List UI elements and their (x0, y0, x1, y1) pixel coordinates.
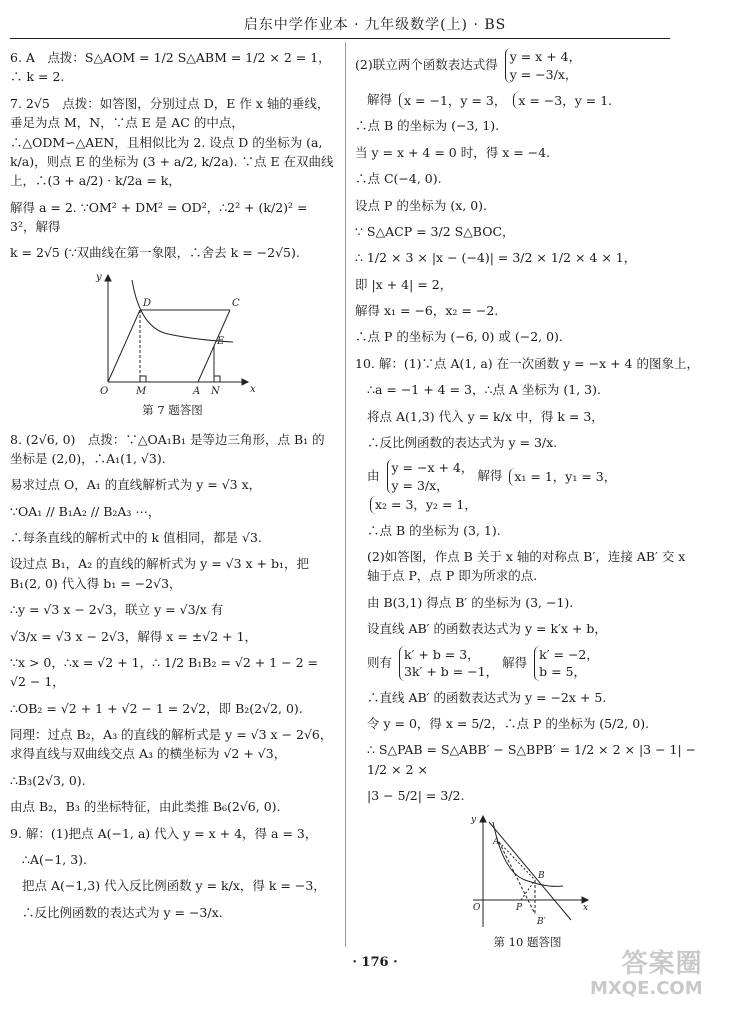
right-column (355, 48, 700, 962)
watermark-line1: 答案圈 (621, 949, 703, 979)
x-arrow (242, 379, 248, 385)
answer-10-line4: ∴点 B 的坐标为 (3, 1). (367, 522, 501, 538)
dashed-PB (521, 880, 535, 900)
column-divider (345, 42, 346, 947)
solution-1b: x = −3，y = 1. (513, 92, 612, 110)
answer-8-line5: ∴y = √3 x − 2√3，联立 y = √3/x 有 (10, 602, 224, 618)
watermark (590, 950, 703, 998)
equation-system-2 (355, 459, 700, 513)
page-header: 启东中学作业本 · 九年级数学(上) · BS (243, 17, 507, 33)
answer-9-part2 (355, 48, 700, 83)
label-x: x (249, 383, 256, 395)
equation-system-3 (355, 646, 700, 681)
solution-3 (534, 646, 599, 681)
solution-1a: x = −1，y = 3， (399, 92, 506, 110)
figure-7-caption: 第 7 题答图 (142, 402, 203, 417)
hyperbola (493, 822, 563, 886)
label-A: A (492, 837, 499, 848)
label-y: y (470, 815, 476, 826)
answer-9-line11: 解得 x₁ = −6，x₂ = −2. (355, 303, 499, 318)
label-P: P (515, 903, 522, 914)
answer-9-line7: 设点 P 的坐标为 (x, 0). (355, 197, 488, 213)
solution-3b: b = 5， (539, 664, 587, 679)
label-B-prime: B′ (536, 917, 546, 928)
answer-8: 8. (2√6, 0) 点拨：∵△OA₁B₁ 是等边三角形，点 B₁ 的坐标是 (2,0)，∴A₁(1, √3). (10, 431, 325, 466)
figure-10-caption: 第 10 题答图 (493, 935, 562, 950)
figure-7 (88, 270, 258, 400)
answer-6: 6. A 点拨：S△AOM = 1/2 S△ABM = 1/2 × 2 = 1，∴ k = 2. (10, 50, 331, 85)
answer-8-line7: ∵x > 0，∴x = √2 + 1，∴ 1/2 B₁B₂ = √2 + 1 − 2 = √2 − 1， (10, 654, 319, 690)
answer-10-line3: ∴反比例函数的表达式为 y = 3/x. (367, 434, 558, 450)
left-column (10, 48, 335, 929)
answer-10-line1: ∴a = −1 + 4 = 3，∴点 A 坐标为 (1, 3). (367, 382, 601, 398)
eq-3-label: 则有 (367, 654, 393, 670)
label-E: E (216, 335, 224, 347)
answer-8-line2: ∵OA₁ // B₁A₂ // B₂A₃ ⋯， (10, 503, 161, 519)
answer-9-line4: ∴点 B 的坐标为 (−3, 1). (355, 118, 500, 134)
y-arrow (480, 816, 486, 822)
answer-9-line2: 把点 A(−1,3) 代入反比例函数 y = k/x，得 k = −3， (22, 878, 326, 894)
label-M: M (135, 385, 146, 397)
label-N: N (210, 385, 220, 397)
label-O: O (472, 903, 480, 914)
answer-10-line5: (2)如答图，作点 B 关于 x 轴的对称点 B′，连接 AB′ 交 x 轴于点 P，点 P 即为所求的点. (367, 549, 686, 584)
answer-9-line6: ∴点 C(−4, 0). (355, 171, 442, 187)
line-y-minus-x-plus-4 (489, 822, 571, 920)
dashed-AB (499, 842, 535, 880)
answer-10-line2: 将点 A(1,3) 代入 y = k/x 中，得 k = 3， (367, 408, 604, 424)
answer-10-line7: 设直线 AB′ 的函数表达式为 y = k′x + b， (367, 621, 607, 637)
answer-10-line6: 由 B(3,1) 得点 B′ 的坐标为 (3, −1). (367, 594, 574, 610)
label-y: y (95, 271, 102, 283)
answer-8-line6: √3/x = √3 x − 2√3，解得 x = ±√2 + 1， (10, 628, 258, 644)
answer-9-line9: ∴ 1/2 × 3 × |x − (−4)| = 3/2 × 1/2 × 4 × 1， (355, 250, 637, 266)
answer-7: 7. 2√5 点拨：如答图，分别过点 D，E 作 x 轴的垂线，垂足为点 M，N，∵点 E 是 AC 的中点，∴△ODM∽△AEN，且相似比为 2. 设点 D 的坐标为 (a, k/a)，则点 E 的坐标为 (3 + a/2, k/2a). ∵点 E 在双曲线上，∴(3 + a/2) · k/2a = k， (10, 95, 334, 189)
eq-2 (387, 459, 474, 494)
answer-8-line10: ∴B₃(2√3, 0). (10, 772, 86, 788)
answer-9-part2-intro: (2)联立两个函数表达式得 (355, 57, 498, 72)
answer-8-line4: 设过点 B₁，A₂ 的直线的解析式为 y = √3 x + b₁，把 B₁(2, 0) 代入得 b₁ = −2√3， (10, 556, 310, 591)
eq-2-label: 由 (367, 468, 380, 484)
answer-8-line9: 同理：过点 B₂，A₃ 的直线的解析式是 y = √3 x − 2√6，求得直线与双曲线交点 A₃ 的横坐标为 √2 + √3， (10, 727, 333, 762)
hyperbola (132, 280, 233, 342)
eq-3a: k′ + b = 3， (404, 646, 480, 662)
eq-2a: y = −x + 4， (391, 460, 474, 476)
solution-3-label: 解得 (502, 654, 528, 670)
eq-1a: y = x + 4， (509, 49, 582, 64)
answer-10-line9: 令 y = 0，得 x = 5/2，∴点 P 的坐标为 (5/2, 0). (367, 715, 650, 731)
label-C: C (231, 297, 240, 309)
segment-OD (108, 310, 140, 382)
watermark-line2: MXQE.COM (590, 977, 703, 999)
answer-9: 9. 解：(1)把点 A(−1, a) 代入 y = x + 4，得 a = 3， (10, 825, 318, 841)
answer-9-line12: ∴点 P 的坐标为 (−6, 0) 或 (−2, 0). (355, 329, 563, 345)
solution-2-label: 解得 (477, 468, 503, 484)
label-x: x (582, 903, 588, 914)
solution-2a: x₁ = 1，y₁ = 3， (509, 468, 616, 486)
label-O: O (99, 385, 108, 397)
eq-1b: y = −3/x， (509, 66, 578, 82)
page-number: · 176 · (352, 955, 398, 970)
eq-3 (399, 646, 498, 681)
answer-7-solve: 解得 a = 2. ∵OM² + DM² = OD²，∴2² + (k/2)² = 3²，解得 (10, 199, 308, 234)
eq-3b: 3k′ + b = −1， (404, 664, 499, 679)
solution-2b: x₂ = 3，y₂ = 1， (370, 496, 477, 514)
answer-7-result: k = 2√5 (∵双曲线在第一象限，∴舍去 k = −2√5). (10, 245, 300, 261)
label-D: D (142, 297, 151, 309)
answer-9-line1: ∴A(−1, 3). (22, 851, 88, 867)
answer-9-line5: 当 y = x + 4 = 0 时，得 x = −4. (355, 144, 551, 160)
label-A: A (192, 385, 200, 397)
solution-1 (355, 90, 700, 109)
eq-2b: y = 3/x， (391, 477, 449, 493)
solution-3a: k′ = −2， (539, 646, 599, 662)
right-angle-N (214, 376, 220, 382)
answer-8-line11: 由点 B₂，B₃ 的坐标特征，由此类推 B₆(2√6, 0). (10, 799, 281, 815)
answer-10-line11: |3 − 5/2| = 3/2. (367, 788, 465, 803)
answer-8-line1: 易求过点 O，A₁ 的直线解析式为 y = √3 x， (10, 477, 262, 493)
solution-1-label: 解得 (367, 92, 393, 107)
answer-9-line10: 即 |x + 4| = 2， (355, 276, 453, 292)
header-rule (10, 38, 670, 39)
answer-8-line8: ∴OB₂ = √2 + 1 + √2 − 1 = 2√2，即 B₂(2√2, 0). (10, 700, 303, 716)
figure-10 (463, 812, 593, 932)
right-angle-M (140, 376, 146, 382)
answer-9-line8: ∵ S△ACP = 3/2 S△BOC， (355, 223, 515, 239)
equation-system-1 (505, 48, 581, 83)
answer-10: 10. 解：(1)∵点 A(1, a) 在一次函数 y = −x + 4 的图象上， (355, 355, 699, 371)
label-B: B (537, 871, 545, 882)
answer-8-line3: ∴每条直线的解析式中的 k 值相同，都是 √3. (10, 530, 262, 546)
answer-9-line3: ∴反比例函数的表达式为 y = −3/x. (22, 904, 223, 920)
answer-10-line10: ∴ S△PAB = S△ABB′ − S△BPB′ = 1/2 × 2 × |3 − 1| − 1/2 × 2 × (367, 742, 697, 777)
y-arrow (105, 275, 111, 281)
answer-10-line8: ∴直线 AB′ 的函数表达式为 y = −2x + 5. (367, 689, 607, 705)
